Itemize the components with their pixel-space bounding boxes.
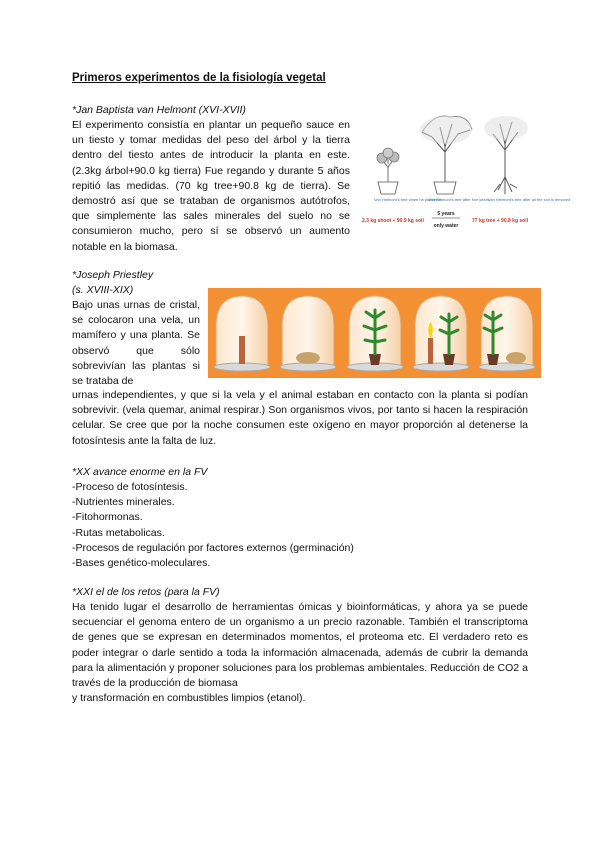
candle-icon [239, 336, 245, 364]
water-label: only water [433, 223, 459, 229]
uprooted-canopy [484, 116, 528, 140]
priestley-century: (s. XVIII-XIX) [72, 284, 134, 296]
priestley-paragraph-narrow: Bajo unas urnas de cristal, se colocaron una vela, un mamífero y una planta. Se observó que sólo sobrevivían las plantas si se trataba de [72, 299, 200, 388]
xx-heading: *XX avance enorme en la FV [72, 466, 208, 478]
caption-3: Van Helmont's tree after all the soil is removed [488, 197, 571, 202]
jar-mouse [280, 296, 336, 371]
priestley-bell-jars-figure [208, 288, 541, 378]
left-value: 2.3 kg shoot + 90.9 kg soil [362, 218, 424, 224]
helmont-tree-figure [360, 112, 571, 242]
mouse-icon [506, 352, 526, 364]
jar-plant-mouse [479, 296, 535, 371]
xxi-paragraph: Ha tenido lugar el desarrollo de herramientas ómicas y bioinformáticas, y ahora ya se puede secuenciar el genoma entero de un organismo a un precio razonable. También el transcriptoma de genes que se expresan en determinados momentos, el proteoma etc. El verdadero reto es poder integrar o darle sentido a toda la información almacenada, además de cubrir la demanda para la alimentación y proponer soluciones para los problemas ambientales. Reducción de CO2 a través de la producción de biomasa [72, 601, 528, 690]
xxi-last-line: y transformación en combustibles limpios (etanol). [72, 692, 306, 705]
list-item: -Proceso de fotosíntesis. [72, 481, 188, 493]
helmont-section [72, 103, 350, 255]
list-item: -Rutas metabolicas. [72, 526, 165, 539]
priestley-heading: *Joseph Priestley [72, 269, 154, 281]
list-item: -Nutrientes minerales. [72, 496, 175, 509]
jar-plant-candle [413, 296, 469, 371]
priestley-continuation: urnas independientes, y que si la vela y el animal estaban en contacto con la planta si podían sobrevivir. (vela quemar, animal respirar.) Son organismos vivos, por tanto si hacen la respiración celular. Se cree que por la noche consumen este oxígeno en mayor proporción al detenerse la fotosíntesis ante la falta de luz. [72, 389, 528, 447]
small-pot [378, 182, 398, 194]
helmont-heading: *Jan Baptista van Helmont (XVI-XVII) [72, 104, 246, 116]
caption-1: Van Helmont's tree when he planted it [374, 197, 442, 202]
xxi-section [72, 585, 528, 706]
helmont-paragraph: El experimento consistía en plantar un pequeño sauce en un tiesto y tomar medidas del peso del árbol y la tierra dentro del tiesto antes de introducir la planta en este. (2.3kg árbol+90.0 kg tierra) Fue regando y durante 5 años repitió las medidas. (70 kg tree+90.8 kg de tierra). Se demostró así que se trataban de organismos autótrofos, que simplemente las sales minerales del suelo no se consumieron mucho, pero sí se observó un aumento notable en la biomasa. [72, 119, 350, 253]
list-item: -Fitohormonas. [72, 511, 143, 524]
jar-plant [347, 296, 403, 371]
priestley-paragraph-full [72, 388, 528, 449]
big-tree-canopy [420, 116, 472, 144]
big-pot [434, 182, 456, 194]
candle-icon [428, 338, 433, 364]
small-tree [377, 148, 399, 182]
xx-section [72, 465, 528, 571]
right-value: 77 kg tree + 90.8 kg soil [472, 218, 529, 224]
list-item: -Procesos de regulación por factores externos (germinación) [72, 541, 354, 554]
mouse-icon [296, 352, 320, 364]
list-item: -Bases genético-moleculares. [72, 557, 211, 570]
xxi-heading: *XXI el de los retos (para la FV) [72, 586, 220, 598]
years-label: 5 years [437, 211, 455, 217]
caption-2: Van Helmont's tree after five years [428, 197, 489, 202]
page-title: Primeros experimentos de la fisiología vegetal [72, 72, 326, 84]
priestley-section [72, 268, 200, 389]
jar-candle [214, 296, 270, 371]
